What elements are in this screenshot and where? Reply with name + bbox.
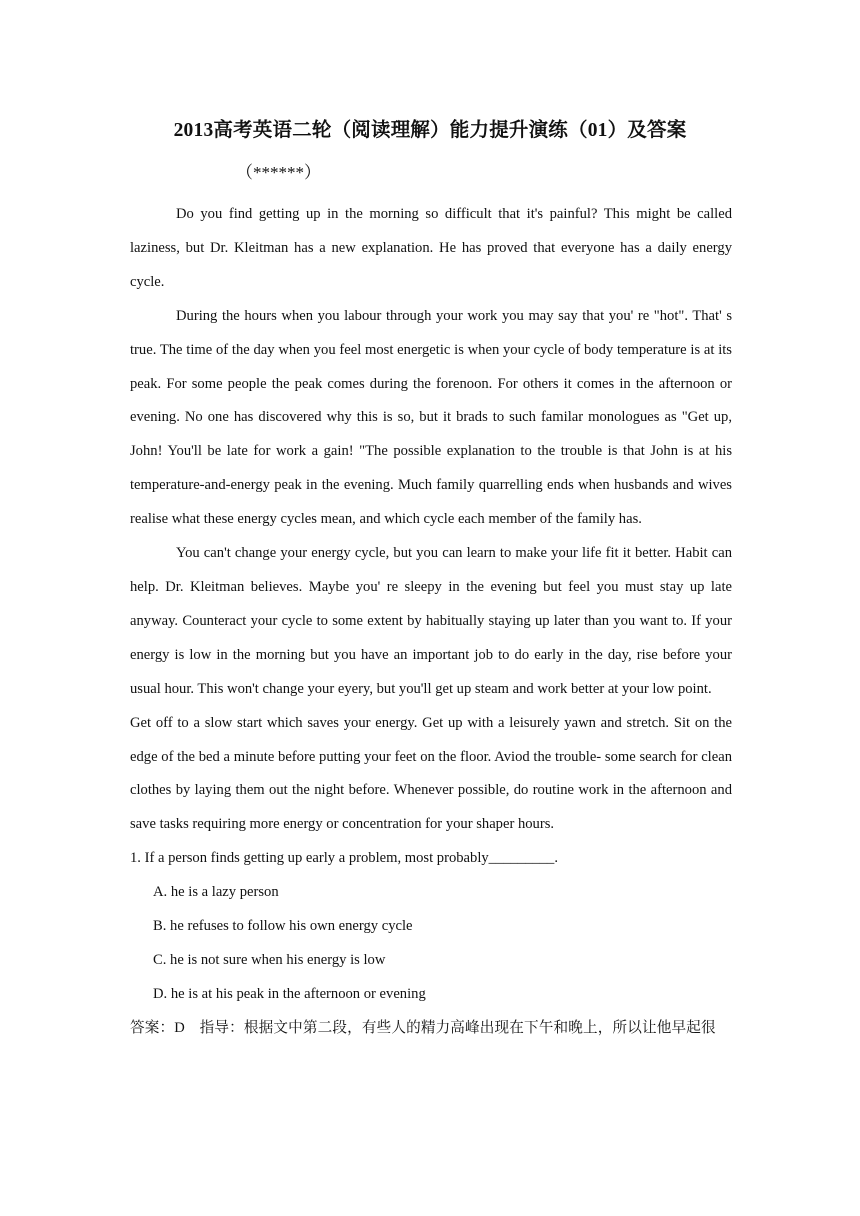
document-title: 2013高考英语二轮（阅读理解）能力提升演练（01）及答案 bbox=[173, 120, 687, 141]
answer-explanation: 答案：D 指导：根据文中第二段，有些人的精力高峰出现在下午和晚上，所以让他早起很 bbox=[130, 1019, 716, 1036]
document-subtitle: （******） bbox=[236, 163, 321, 182]
document-body bbox=[130, 198, 732, 1046]
paragraph-1: Do you find getting up in the morning so difficult that it's painful? This might be called laziness, but Dr. Kleitman has a new explanation. He has proved that everyone has a daily energy cycle. bbox=[130, 206, 732, 290]
paragraph-3: You can't change your energy cycle, but you can learn to make your life fit it better. Habit can help. Dr. Kleitman believes. Maybe you' re sleepy in the evening but feel you must stay up late anyway. Counteract your cycle to some extent by habitually staying up later than you want to. If your energy is low in the morning but you have an important job to do early in the day, rise before your usual hour. This won't change your eyery, but you'll get up steam and work better at your low point. bbox=[130, 545, 732, 697]
option-c: C. he is not sure when his energy is low bbox=[153, 951, 386, 968]
paragraph-4: Get off to a slow start which saves your energy. Get up with a leisurely yawn and stretch. Sit on the edge of the bed a minute before putting your feet on the floor. Aviod the trouble- some search for clean clothes by laying them out the night before. Whenever possible, do routine work in the afternoon and save tasks requiring more energy or concentration for your shaper hours. bbox=[130, 714, 732, 833]
option-a: A. he is a lazy person bbox=[153, 884, 279, 901]
option-d: D. he is at his peak in the afternoon or evening bbox=[153, 985, 426, 1002]
question-stem: 1. If a person finds getting up early a problem, most probably_________. bbox=[130, 850, 559, 867]
paragraph-2: During the hours when you labour through your work you may say that you' re "hot". That' s true. The time of the day when you feel most energetic is when your cycle of body temperature is at its peak. For some people the peak comes during the forenoon. For others it comes in the afternoon or evening. No one has discovered why this is so, but it brads to such familar monologues as "Get up, John! You'll be late for work a gain! "The possible explanation to the trouble is that John is at his temperature-and-energy peak in the evening. Much family quarrelling ends when husbands and wives realise what these energy cycles mean, and which cycle each member of the family has. bbox=[130, 307, 732, 528]
option-b: B. he refuses to follow his own energy cycle bbox=[153, 918, 413, 935]
